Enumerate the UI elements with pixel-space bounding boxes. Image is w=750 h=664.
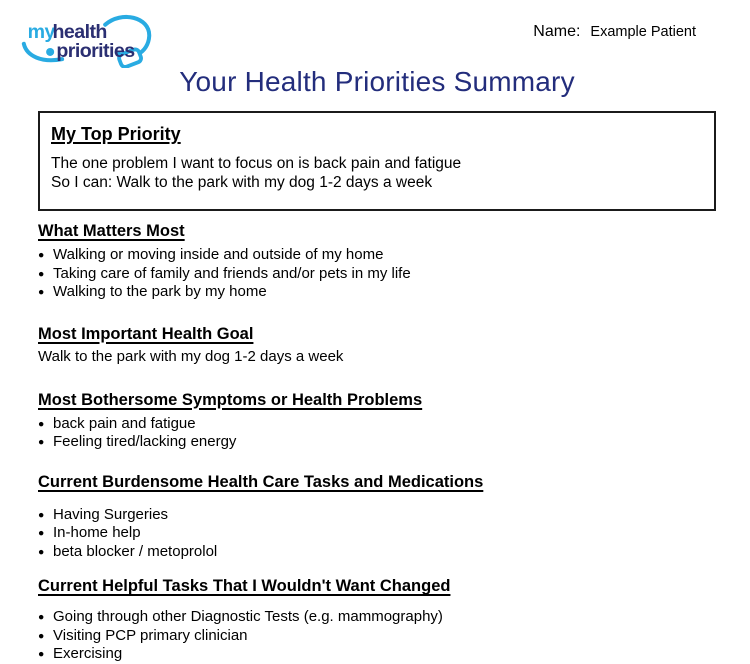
list-item — [38, 265, 716, 284]
section-most-important-health-goal — [38, 325, 716, 366]
list-item-text: In-home help — [53, 524, 141, 541]
bullet-icon: ● — [38, 648, 45, 660]
bullet-icon: ● — [38, 436, 45, 448]
section-heading: What Matters Most — [38, 222, 185, 240]
list-item-text: Visiting PCP primary clinician — [53, 626, 248, 644]
list-item — [38, 433, 716, 452]
section-helpful-tasks-unchanged — [38, 577, 716, 664]
logo-word-priorities: priorities — [56, 40, 135, 63]
top-priority-box — [38, 111, 716, 211]
section-list — [38, 415, 716, 452]
list-item — [38, 415, 716, 434]
list-item-text: back pain and fatigue — [53, 414, 196, 432]
header — [27, 10, 716, 64]
section-text: Walk to the park with my dog 1-2 days a week — [38, 347, 344, 365]
patient-name-row — [533, 23, 696, 41]
bullet-icon: ● — [38, 249, 45, 261]
list-item-text: Exercising — [53, 645, 123, 662]
patient-name-value: Example Patient — [590, 24, 696, 40]
section-list — [38, 246, 716, 302]
bullet-icon: ● — [38, 545, 45, 558]
name-label: Name: — [533, 23, 581, 40]
page-title: Your Health Priorities Summary — [179, 66, 575, 97]
list-item-text: beta blocker / metoprolol — [53, 542, 218, 560]
list-item — [38, 524, 716, 543]
list-item-text: Going through other Diagnostic Tests (e.g. mammography) — [53, 608, 443, 625]
list-item-text: Taking care of family and friends and/or pets in my life — [53, 264, 411, 282]
list-item — [38, 627, 716, 646]
bullet-icon: ● — [38, 611, 45, 623]
logo-word-my: my — [27, 21, 55, 44]
list-item-text: Feeling tired/lacking energy — [53, 433, 237, 450]
bullet-icon: ● — [38, 629, 45, 642]
logo-word-health: health — [52, 21, 107, 44]
list-item-text: Having Surgeries — [53, 505, 169, 523]
list-item — [38, 608, 716, 627]
bullet-icon: ● — [38, 286, 45, 298]
top-priority-line-1: The one problem I want to focus on is back pain and fatigue — [51, 155, 462, 172]
bullet-icon: ● — [38, 417, 45, 430]
list-item-text: Walking or moving inside and outside of my home — [53, 246, 384, 263]
list-item-text: Walking to the park by my home — [53, 283, 267, 300]
section-most-bothersome-symptoms — [38, 391, 716, 452]
bullet-icon: ● — [38, 267, 45, 280]
top-priority-heading: My Top Priority — [51, 124, 181, 144]
myhealth-priorities-logo — [20, 12, 154, 68]
list-item — [38, 246, 716, 265]
section-what-matters-most — [38, 222, 716, 302]
section-heading: Current Helpful Tasks That I Wouldn't Want Changed — [38, 577, 451, 595]
bullet-icon: ● — [38, 508, 45, 521]
section-heading: Current Burdensome Health Care Tasks and Medications — [38, 472, 484, 491]
list-item — [38, 283, 716, 302]
section-list — [38, 506, 716, 562]
list-item — [38, 506, 716, 525]
section-burdensome-tasks-medications — [38, 473, 716, 562]
section-heading: Most Important Health Goal — [38, 324, 254, 343]
bullet-icon: ● — [38, 527, 45, 539]
section-list — [38, 608, 716, 664]
top-priority-line-2: So I can: Walk to the park with my dog 1-2 days a week — [51, 174, 433, 191]
logo-dot-icon — [46, 48, 54, 56]
list-item — [38, 645, 716, 664]
list-item — [38, 543, 716, 562]
section-heading: Most Bothersome Symptoms or Health Problems — [38, 390, 423, 409]
